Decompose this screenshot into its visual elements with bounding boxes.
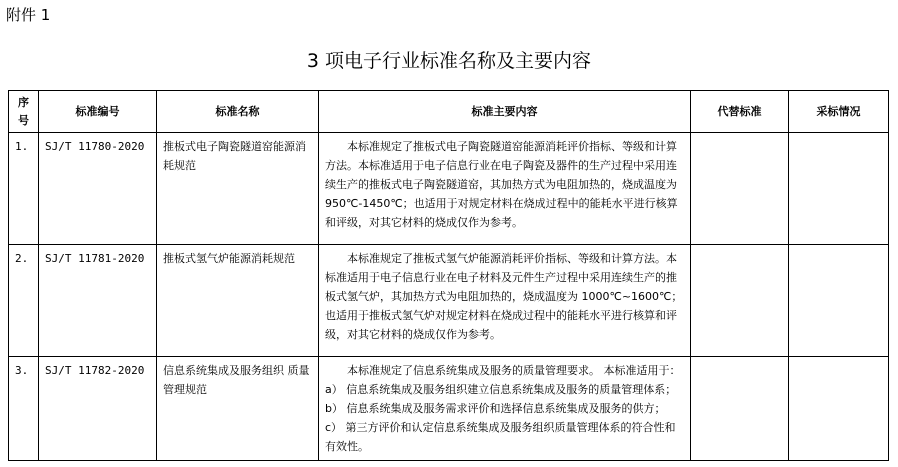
table-row	[9, 133, 889, 245]
cell-code: SJ/T 11780-2020	[39, 133, 157, 245]
header-seq: 序号	[9, 91, 39, 133]
cell-adopt	[789, 357, 889, 461]
table-header-row	[9, 91, 889, 133]
cell-name: 推板式电子陶瓷隧道窑能源消耗规范	[157, 133, 319, 245]
standards-table	[8, 90, 889, 461]
header-name: 标准名称	[157, 91, 319, 133]
header-replace: 代替标准	[691, 91, 789, 133]
page-title: 3 项电子行业标准名称及主要内容	[306, 50, 592, 72]
cell-replace	[691, 357, 789, 461]
header-adopt: 采标情况	[789, 91, 889, 133]
header-content: 标准主要内容	[319, 91, 691, 133]
cell-seq: 3.	[9, 357, 39, 461]
cell-content: 本标准规定了信息系统集成及服务的质量管理要求。 本标准适用于： a） 信息系统集成及服务组织建立信息系统集成及服务的质量管理体系； b） 信息系统集成及服务需求评价和选择信息系统集成及服务的供方； c） 第三方评价和认定信息系统集成及服务组织质量管理体系的符合性和有效性。	[319, 357, 691, 461]
cell-seq: 1.	[9, 133, 39, 245]
cell-name: 信息系统集成及服务组织 质量管理规范	[157, 357, 319, 461]
cell-adopt	[789, 245, 889, 357]
attachment-label: 附件 1	[6, 6, 51, 24]
table-row	[9, 357, 889, 461]
cell-code: SJ/T 11782-2020	[39, 357, 157, 461]
cell-adopt	[789, 133, 889, 245]
header-code: 标准编号	[39, 91, 157, 133]
cell-replace	[691, 133, 789, 245]
cell-code: SJ/T 11781-2020	[39, 245, 157, 357]
cell-name: 推板式氢气炉能源消耗规范	[157, 245, 319, 357]
cell-content: 本标准规定了推板式电子陶瓷隧道窑能源消耗评价指标、等级和计算方法。本标准适用于电子信息行业在电子陶瓷及器件的生产过程中采用连续生产的推板式电子陶瓷隧道窑，其加热方式为电阻加热的，烧成温度为 950℃-1450℃；也适用于对规定材料在烧成过程中的能耗水平进行核算和评级，对其它材料的烧成仅作为参考。	[319, 133, 691, 245]
cell-replace	[691, 245, 789, 357]
table-row	[9, 245, 889, 357]
cell-seq: 2.	[9, 245, 39, 357]
cell-content: 本标准规定了推板式氢气炉能源消耗评价指标、等级和计算方法。本标准适用于电子信息行业在电子材料及元件生产过程中采用连续生产的推板式氢气炉，其加热方式为电阻加热的，烧成温度为 1000℃~1600℃；也适用于推板式氢气炉对规定材料在烧成过程中的能耗水平进行核算和评级，对其它材料的烧成仅作为参考。	[319, 245, 691, 357]
